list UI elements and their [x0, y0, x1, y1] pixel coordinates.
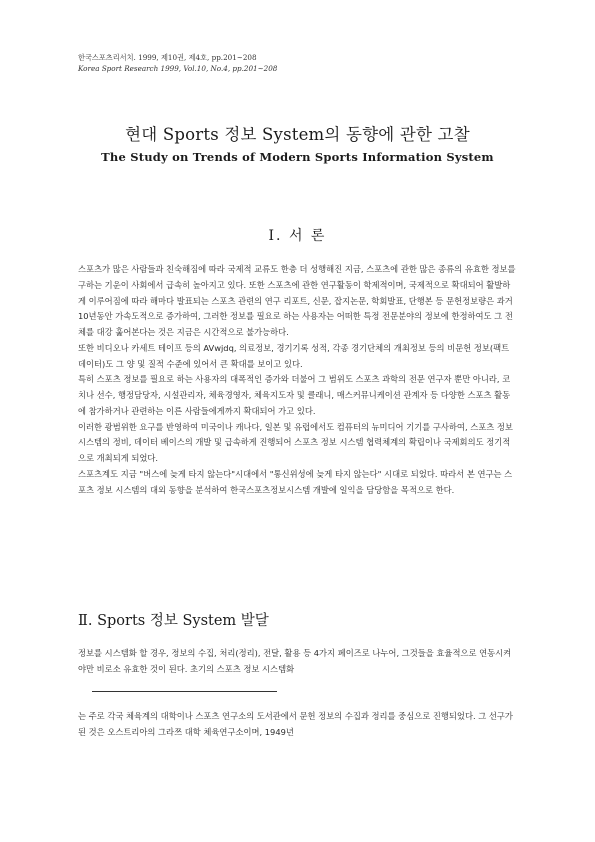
paper-subtitle: The Study on Trends of Modern Sports Information System: [101, 150, 494, 164]
paragraph: 정보를 시스템화 할 경우, 정보의 수집, 처리(정리), 전달, 활용 등 4가지 페이즈로 나누어, 그것들을 효율적으로 연동시켜야만 비로소 유효한 것이 된다. 초기의 스포츠 정보 시스템화: [78, 648, 512, 674]
section-2-body: [78, 646, 518, 678]
footnote-divider: [92, 691, 277, 692]
journal-citation-english: Korea Sport Research 1999, Vol.10, No.4, pp.201~208: [78, 64, 278, 73]
paragraph: 는 주로 각국 체육계의 대학이나 스포츠 연구소의 도서관에서 문헌 정보의 수집과 정리를 중심으로 진행되었다. 그 선구가 된 것은 오스트리아의 그라쯔 대학 체육연구소이며, 1949년: [78, 711, 513, 737]
paper-title: 현대 Sports 정보 System의 동향에 관한 고찰: [125, 125, 470, 144]
paragraph: 스포츠계도 지금 "버스에 늦게 타지 않는다"시대에서 "통신위성에 늦게 타지 않는다" 시대로 되었다. 따라서 본 연구는 스포츠 정보 시스템의 대외 동향을 분석하여 한국스포츠정보시스템 개발에 일익을 담당함을 목적으로 한다.: [78, 468, 513, 495]
section-2-body-continued: [78, 709, 518, 741]
paragraph: 스포츠가 많은 사람들과 친숙해짐에 따라 국제적 교류도 한층 더 성행해진 지금, 스포츠에 관한 많은 종류의 유효한 정보를 구하는 기운이 사회에서 급속히 높아지고 있다. 또한 스포츠에 관한 연구활동이 학제적이며, 국제적으로 확대되어 활발하게 이루어짐에 따라 해마다 발표되는 스포츠 관련의 연구 리포트, 신문, 잡지논문, 학회발표, 단행본 등 문헌정보량은 과거 10년동안 가속도적으로 증가하여, 그러한 정보를 필요로 하는 사용자는 어떠한 특정 전문분야의 정보에 한정하여도 그 전체를 대강 훑어본다는 것은 지금은 시간적으로 불가능하다.: [78, 264, 516, 337]
section-1-heading: Ⅰ. 서 론: [268, 228, 327, 244]
journal-citation-korean: 한국스포츠리서치. 1999, 제10권, 제4호, pp.201~208: [78, 53, 257, 62]
paragraph: 특히 스포츠 정보를 필요로 하는 사용자의 대폭적인 증가와 더불어 그 범위도 스포츠 과학의 전문 연구자 뿐만 아니라, 코치나 선수, 행정담당자, 시설관리자, 체육경영자, 체육지도자 및 클래니, 매스커뮤니케이션 관계자 등 다양한 스포츠 활동에 참가하거나 관련하는 이른 사람들에게까지 확대되어 가고 있다.: [78, 374, 511, 416]
section-1-body: [78, 262, 518, 498]
journal-citation: [78, 52, 277, 74]
paragraph: 또한 비디오나 카세트 테이프 등의 AVwjdq, 의료정보, 경기기록 성적, 각종 경기단체의 개최정보 등의 비문헌 정보(팩트 데이터)도 그 양 및 질적 수준에 있어서 큰 확대를 보이고 있다.: [78, 342, 510, 369]
paragraph: 이러한 광범위한 요구를 반영하여 미국이나 캐나다, 일본 및 유럽에서도 컴퓨터의 뉴미디어 기기를 구사하여, 스포츠 정보 시스템의 정비, 데이터 베이스의 개발 및 급속하게 진행되어 스포츠 정보 시스템 협력체계의 확립이나 국제회의도 정기적으로 개최되게 되었다.: [78, 421, 513, 463]
section-2-heading: Ⅱ. Sports 정보 System 발달: [78, 613, 269, 629]
